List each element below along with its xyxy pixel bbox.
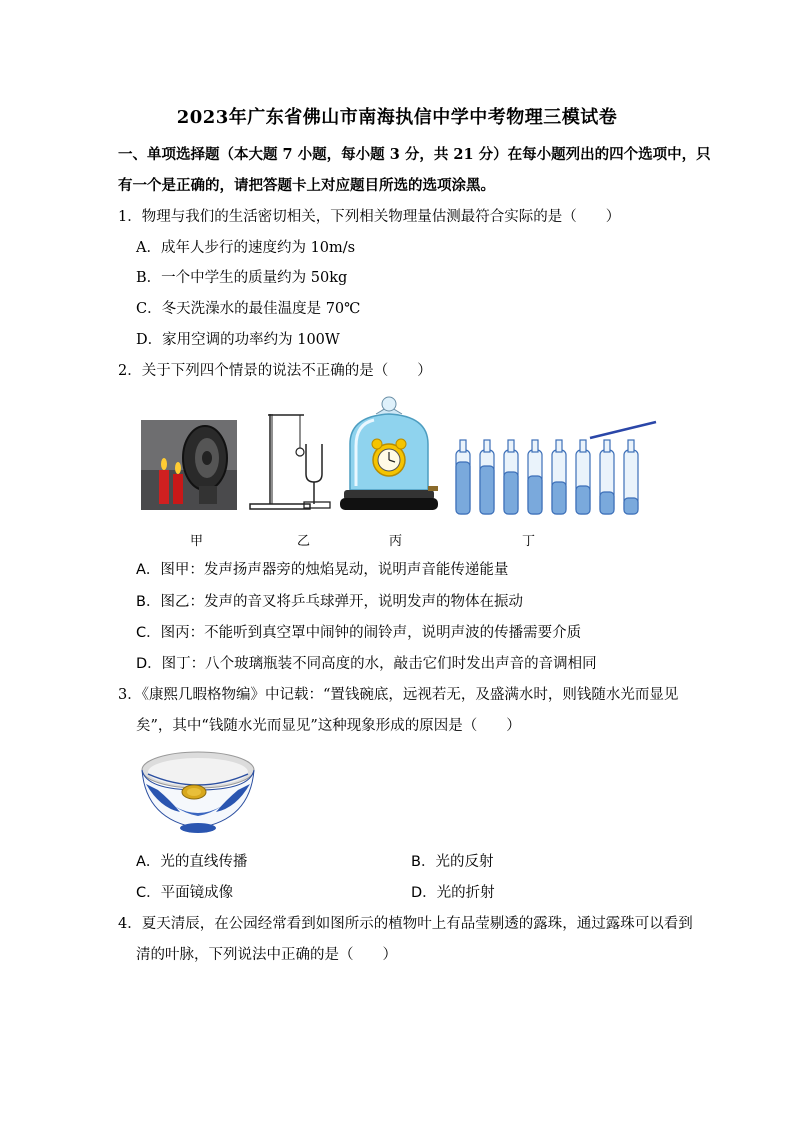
question-2-option-a: A．图甲：发声扬声器旁的烛焰晃动，说明声音能传递能量 (136, 562, 509, 578)
question-1-option-b: B．一个中学生的质量约为 50kg (136, 270, 348, 286)
figure-tuning-fork (248, 408, 334, 512)
caption-yi: 乙 (297, 534, 311, 549)
question-3-option-b: B．光的反射 (411, 854, 494, 870)
figure-bell-jar-clock (340, 394, 438, 516)
section-intro-line1: 一、单项选择题（本大题 7 小题，每小题 3 分，共 21 分）在每小题列出的四个选项中，只 (118, 146, 711, 163)
figure-speaker-candles (141, 420, 237, 510)
caption-bing: 丙 (389, 534, 403, 549)
question-2-option-b: B．图乙：发声的音叉将乒乓球弹开，说明发声的物体在振动 (136, 594, 523, 610)
question-2-option-c: C．图丙：不能听到真空罩中闹钟的闹铃声，说明声波的传播需要介质 (136, 625, 582, 641)
question-1-option-a: A．成年人步行的速度约为 10m/s (136, 240, 356, 256)
question-3-option-a: A．光的直线传播 (136, 854, 248, 870)
question-4-stem-line2: 清的叶脉，下列说法中正确的是（ ） (136, 947, 397, 963)
question-3-stem-line1: 3．《康熙几暇格物编》中记载：“置钱碗底，远视若无，及盛满水时，则钱随水光而显见 (118, 687, 679, 703)
question-2-option-d: D．图丁：八个玻璃瓶装不同高度的水，敲击它们时发出声音的音调相同 (136, 656, 597, 672)
question-1-stem: 1．物理与我们的生活密切相关，下列相关物理量估测最符合实际的是（ ） (118, 209, 621, 225)
question-3-stem-line2: 矣”，其中“钱随水光而显见”这种现象形成的原因是（ ） (136, 718, 521, 734)
section-intro-line2: 有一个是正确的，请把答题卡上对应题目所选的选项涂黑。 (118, 177, 495, 194)
question-3-option-d: D．光的折射 (411, 885, 495, 901)
question-4-stem-line1: 4．夏天清辰，在公园经常看到如图所示的植物叶上有品莹剔透的露珠，通过露珠可以看到 (118, 916, 693, 932)
caption-jia: 甲 (190, 534, 204, 549)
page-title: 2023年广东省佛山市南海执信中学中考物理三模试卷 (176, 107, 618, 128)
caption-ding: 丁 (522, 534, 536, 549)
question-1-option-d: D．家用空调的功率约为 100W (136, 332, 340, 348)
figure-bowl-coin (140, 750, 256, 836)
question-1-option-c: C．冬天洗澡水的最佳温度是 70℃ (136, 301, 361, 317)
question-2-stem: 2．关于下列四个情景的说法不正确的是（ ） (118, 363, 432, 379)
figure-eight-bottles (452, 418, 660, 518)
question-3-option-c: C．平面镜成像 (136, 885, 234, 901)
